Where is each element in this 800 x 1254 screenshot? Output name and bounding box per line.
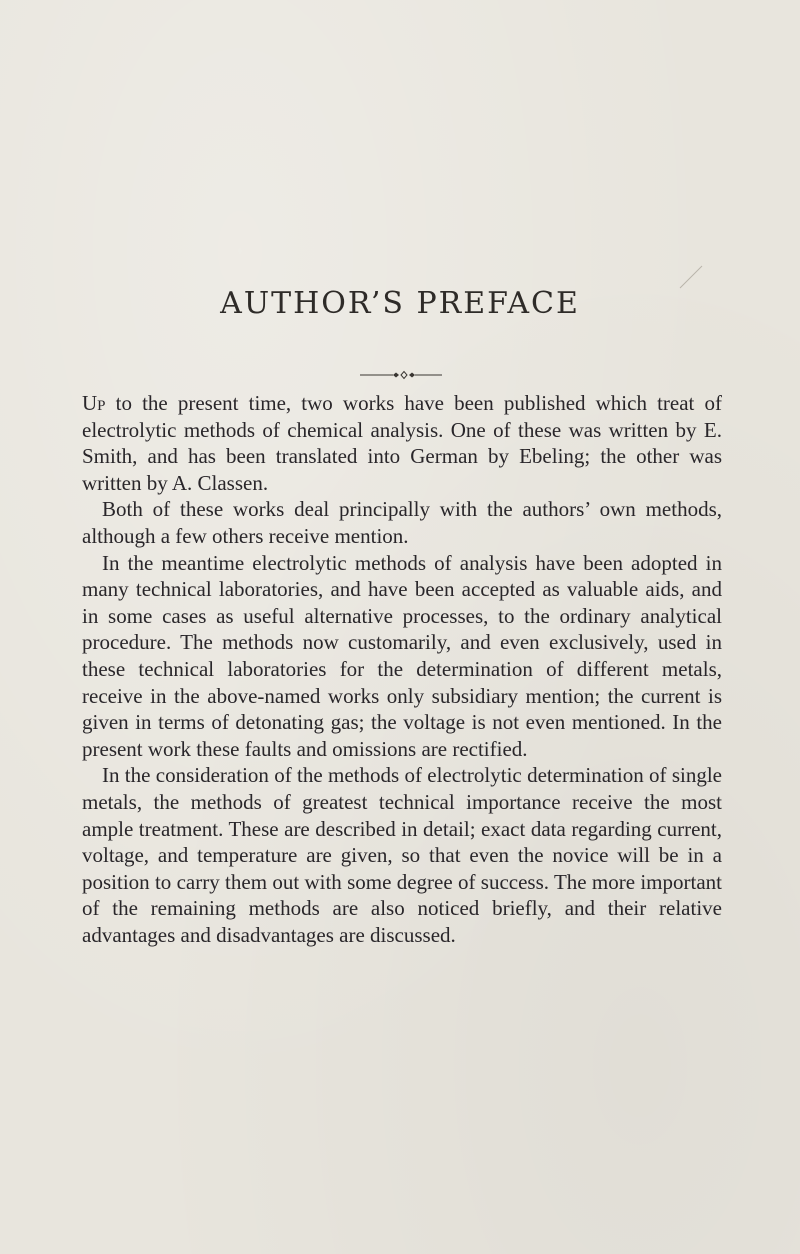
paragraph-4: In the consideration of the methods of electrolytic determination of single metals, the methods of greatest technical importance receive the most ample treatment. These are described in detail; exact data regarding current, voltage, and temperature are given, so that even the novice will be in a position to carry them out with some degree of success. The more important of the remaining methods are also noticed briefly, and their relative advantages and disadvantages are discussed. (82, 763, 722, 947)
paragraph-3: In the meantime electrolytic methods of analysis have been adopted in many technical laboratories, and have been accepted as valuable aids, and in some cases as useful alternative processes, to the ordinary analytical procedure. The methods now customarily, and even exclusively, used in these technical laboratories for the determination of different metals, receive in the above-named works only subsidiary mention; the current is given in terms of detonating gas; the voltage is not even mentioned. In the present work these faults and omissions are rectified. (82, 550, 722, 761)
diamond-rule-ornament-icon (360, 370, 442, 380)
paragraph-lead-word: Up (82, 391, 106, 415)
preface-heading: AUTHOR’S PREFACE (220, 286, 580, 321)
paragraph-1 (82, 390, 722, 496)
preface-body (82, 390, 722, 948)
paragraph-2: Both of these works deal principally with the authors’ own methods, although a few others receive mention. (82, 497, 722, 548)
paragraph-1-text: to the present time, two works have been published which treat of electrolytic methods of chemical analysis. One of these was written by E. Smith, and has been translated into German by Ebeling; the other was written by A. Classen. (82, 391, 722, 495)
